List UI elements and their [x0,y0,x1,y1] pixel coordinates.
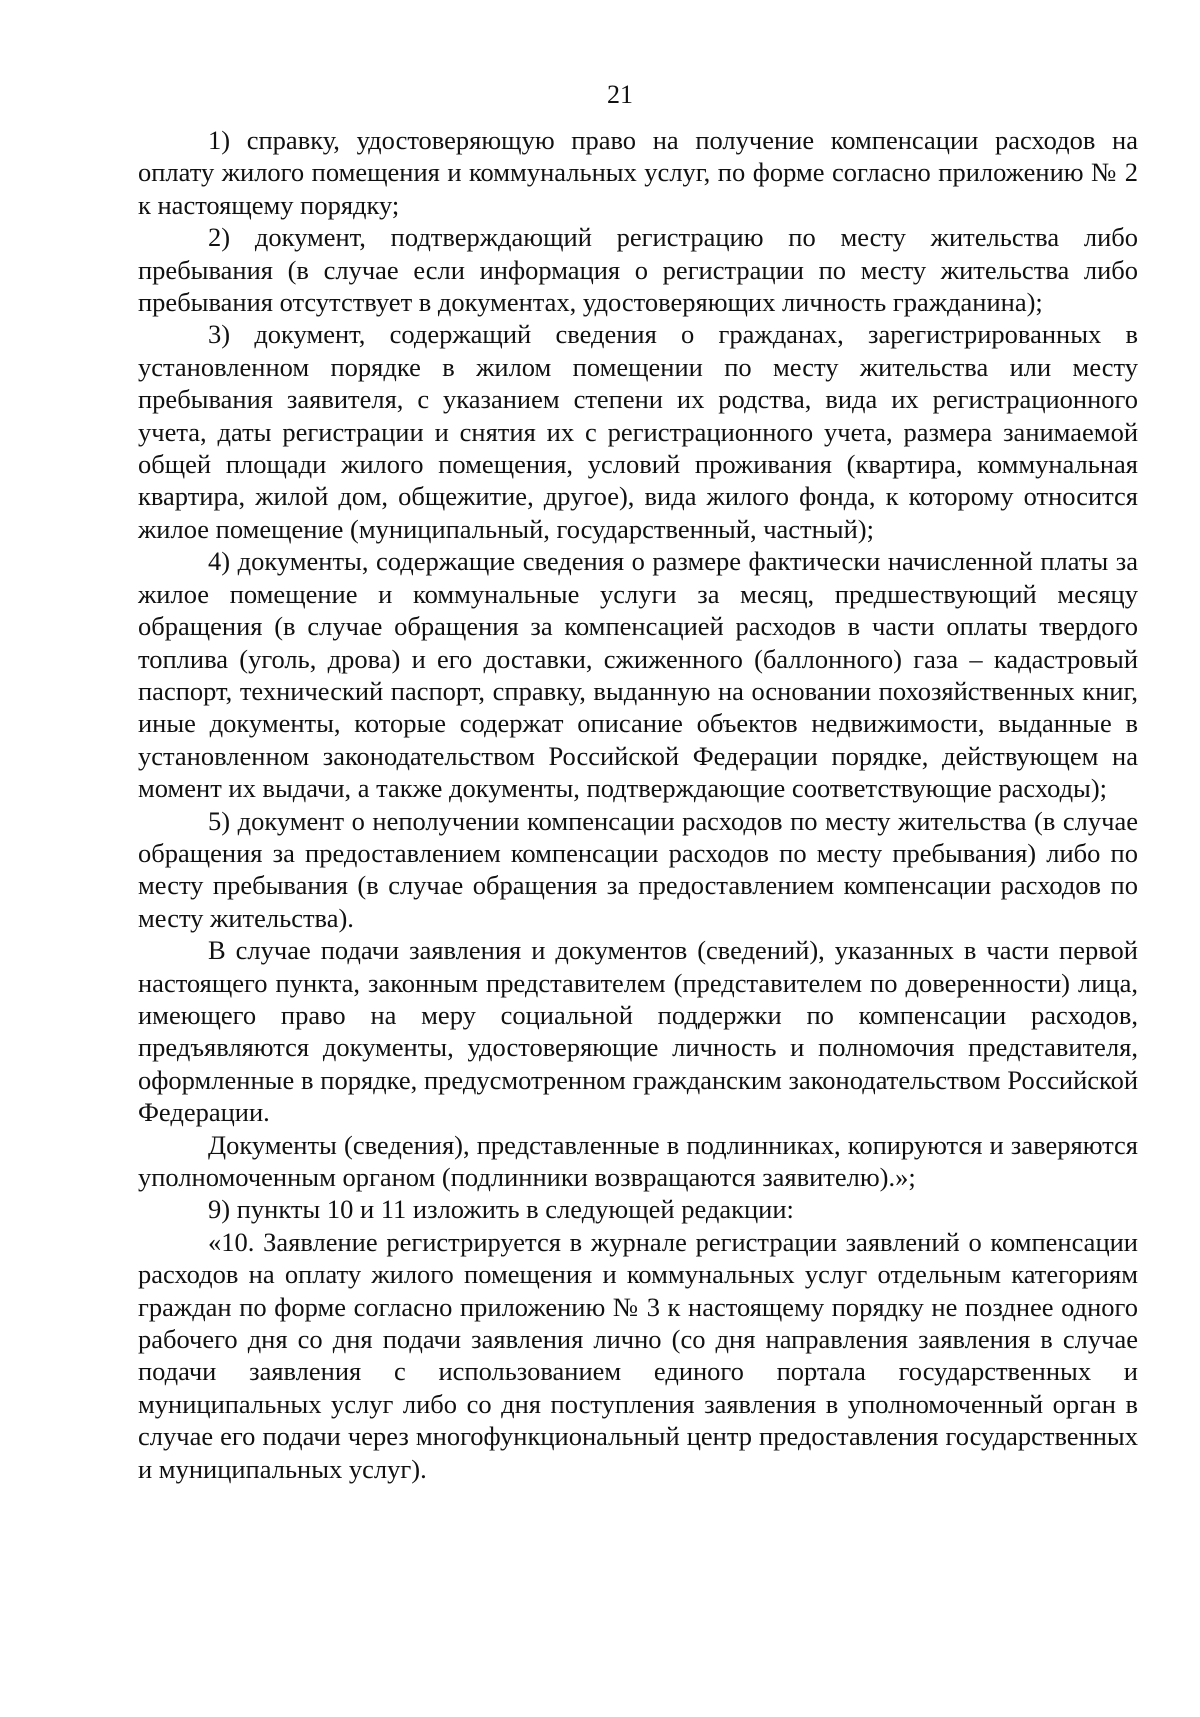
paragraph-item-2: 2) документ, подтверждающий регистрацию по месту жительства либо пребывания (в случае если информация о регистрации по месту жительства либо пребывания отсутствует в документах, удостоверяющих личность гражданина); [138,222,1138,318]
paragraph-amendment-9: 9) пункты 10 и 11 изложить в следующей редакции: [208,1194,794,1225]
paragraph-representative-documents: В случае подачи заявления и документов (сведений), указанных в части первой настоящего пункта, законным представителем (представителем по доверенности) лица, имеющего право на меру социальной поддержки по компенсации расходов, предъявляются документы, удостоверяющие личность и полномочия представителя, оформленные в порядке, предусмотренном гражданским законодательством Российской Федерации. [138,935,1138,1128]
paragraph-item-5: 5) документ о неполучении компенсации расходов по месту жительства (в случае обращения за предоставлением компенсации расходов по месту пребывания) либо по месту пребывания (в случае обращения за предоставлением компенсации расходов по месту жительства). [138,805,1138,933]
paragraph-item-1: 1) справку, удостоверяющую право на получение компенсации расходов на оплату жилого помещения и коммунальных услуг, по форме согласно приложению № 2 к настоящему порядку; [138,125,1138,220]
paragraph-copies-certified: Документы (сведения), представленные в подлинниках, копируются и заверяются уполномоченным органом (подлинники возвращаются заявителю).»; [138,1129,1138,1192]
page-number: 21 [607,80,633,109]
paragraph-point-10: «10. Заявление регистрируется в журнале регистрации заявлений о компенсации расходов на оплату жилого помещения и коммунальных услуг отдельным категориям граждан по форме согласно приложению № 3 к настоящему порядку не позднее одного рабочего дня со дня подачи заявления лично (со дня направления заявления в случае подачи заявления с использованием единого портала государственных и муниципальных услуг либо со дня поступления заявления в уполномоченный орган в случае его подачи через многофункциональный центр предоставления государственных и муниципальных услуг). [138,1226,1138,1484]
paragraph-item-4: 4) документы, содержащие сведения о размере фактически начисленной платы за жилое помещение и коммунальные услуги за месяц, предшествующий месяцу обращения (в случае обращения за компенсацией расходов в части оплаты твердого топлива (уголь, дрова) и его доставки, сжиженного (баллонного) газа – кадастровый паспорт, технический паспорт, справку, выданную на основании похозяйственных книг, иные документы, которые содержат описание объектов недвижимости, выданные в установленном законодательством Российской Федерации порядке, действующем на момент их выдачи, а также документы, подтверждающие соответствующие расходы); [138,546,1138,804]
paragraph-item-3: 3) документ, содержащий сведения о гражданах, зарегистрированных в установленном порядке в жилом помещении по месту жительства или месту пребывания заявителя, с указанием степени их родства, вида их регистрационного учета, даты регистрации и снятия их с регистрационного учета, размера занимаемой общей площади жилого помещения, условий проживания (квартира, коммунальная квартира, жилой дом, общежитие, другое), вида жилого фонда, к которому относится жилое помещение (муниципальный, государственный, частный); [138,319,1138,544]
document-body [138,124,1138,1485]
